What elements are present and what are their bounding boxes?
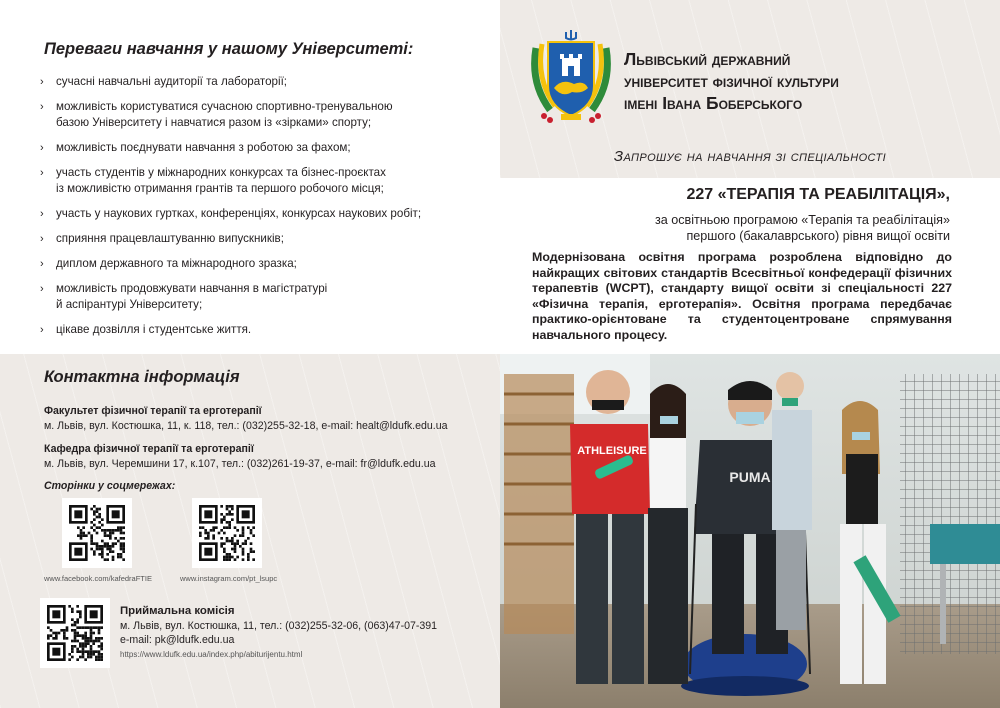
bullet-icon: › — [40, 101, 44, 113]
department-contact — [44, 442, 436, 472]
advantage-item — [40, 165, 480, 197]
shirt-print: ATHLEISURE — [577, 445, 647, 457]
advantage-text: сучасні навчальні аудиторії та лабораторії; — [56, 75, 288, 88]
advantage-text: диплом державного та міжнародного зразка; — [56, 257, 297, 270]
facebook-link[interactable]: www.facebook.com/kafedraFTIE — [44, 574, 152, 583]
advantages-list — [40, 74, 480, 347]
advantage-item — [40, 231, 480, 247]
university-name-line1: Львівський державний — [624, 49, 791, 69]
advantage-item — [40, 206, 480, 222]
advantages-title: Переваги навчання у нашому Університеті: — [44, 40, 414, 58]
instagram-link[interactable]: www.instagram.com/pt_lsupc — [180, 574, 278, 583]
bullet-icon: › — [40, 142, 44, 154]
advantage-text: цікаве дозвілля і студентське життя. — [56, 323, 252, 336]
admission-name: Приймальна комісія — [120, 605, 235, 617]
rehabilitation-training-photo — [500, 354, 1000, 708]
hoodie-print: PUMA — [729, 469, 771, 485]
bullet-icon: › — [40, 76, 44, 88]
students-photo — [500, 354, 1000, 708]
department-name: Кафедра фізичної терапії та ерготерапії — [44, 443, 254, 455]
qr-code-image — [69, 505, 125, 561]
advantage-item — [40, 74, 480, 90]
university-name-line3: імені Івана Боберського — [624, 93, 803, 113]
faculty-address: м. Львів, вул. Костюшка, 11, к. 118, тел.: (032)255-32-18, e-mail: healt@ldufk.edu.ua — [44, 420, 448, 432]
admission-qr-code[interactable] — [40, 598, 110, 668]
faculty-name: Факультет фізичної терапії та ерготерапії — [44, 405, 262, 417]
advantage-text: сприяння працевлаштуванню випускників; — [56, 232, 284, 245]
university-name-line2: університет фізичної культури — [624, 71, 839, 91]
advantage-text: можливість продовжувати навчання в магістратурі — [56, 282, 328, 295]
advantage-item — [40, 281, 480, 313]
advantage-text: можливість користуватися сучасною спортивно-тренувальною — [56, 100, 393, 113]
bullet-icon: › — [40, 258, 44, 270]
advantage-item — [40, 322, 480, 338]
program-line-2: першого (бакалаврського) рівня вищої освіти — [686, 229, 950, 243]
advantage-item — [40, 256, 480, 272]
advantage-text: із можливістю отримання грантів та першого робочого місця; — [56, 182, 384, 195]
specialty-title: 227 «ТЕРАПІЯ ТА РЕАБІЛІТАЦІЯ», — [686, 186, 950, 203]
bullet-icon: › — [40, 233, 44, 245]
admission-contact — [120, 604, 437, 662]
admission-address: м. Львів, вул. Костюшка, 11, тел.: (032)255-32-06, (063)47-07-391 — [120, 619, 438, 632]
bullet-icon: › — [40, 324, 44, 336]
advantage-text: й аспірантурі Університету; — [56, 298, 203, 311]
university-logo-emblem — [530, 28, 612, 128]
bullet-icon: › — [40, 167, 44, 179]
advantage-item — [40, 99, 480, 131]
instagram-qr-code[interactable] — [192, 498, 262, 568]
program-line-1: за освітньою програмою «Терапія та реабілітація» — [654, 213, 950, 227]
university-name — [624, 48, 994, 114]
advantage-text: базою Університету і навчатися разом із «зірками» спорту; — [56, 116, 372, 129]
advantage-text: участь у наукових гуртках, конференціях, конкурсах наукових робіт; — [56, 207, 422, 220]
advantage-item — [40, 140, 480, 156]
invitation-heading: Запрошує на навчання зі спеціальності — [613, 148, 887, 165]
contacts-title: Контактна інформація — [44, 368, 240, 386]
qr-code-image — [199, 505, 255, 561]
qr-code-image — [47, 605, 103, 661]
social-title: Сторінки у соцмережах: — [44, 480, 176, 492]
advantage-text: участь студентів у міжнародних конкурсах та бізнес-проєктах — [56, 166, 386, 179]
university-header — [500, 0, 1000, 178]
admission-url[interactable]: https://www.ldufk.edu.ua/index.php/abiturijentu.html — [120, 649, 303, 659]
program-description: Модернізована освітня програма розроблена відповідно до найкращих світових стандартів Всесвітньої конфедерації фізичних терапевтів (WCPT), стандарту вищої освіти зі спеціальності 227 «Фізична терапія, ерготерапія». Освітня програма передбачає практико-орієнтоване та студентоцентроване спрямування навчального процесу. — [532, 250, 952, 342]
bullet-icon: › — [40, 283, 44, 295]
contacts-panel — [0, 354, 500, 708]
facebook-qr-code[interactable] — [62, 498, 132, 568]
advantage-text: можливість поєднувати навчання з роботою за фахом; — [56, 141, 351, 154]
admission-email[interactable]: e-mail: pk@ldufk.edu.ua — [120, 634, 235, 646]
specialty-program — [510, 212, 950, 244]
faculty-contact — [44, 404, 448, 434]
advantages-panel — [0, 0, 500, 354]
bullet-icon: › — [40, 208, 44, 220]
specialty-panel — [500, 178, 1000, 354]
department-address: м. Львів, вул. Черемшини 17, к.107, тел.: (032)261-19-37, e-mail: fr@ldufk.edu.ua — [44, 458, 436, 470]
